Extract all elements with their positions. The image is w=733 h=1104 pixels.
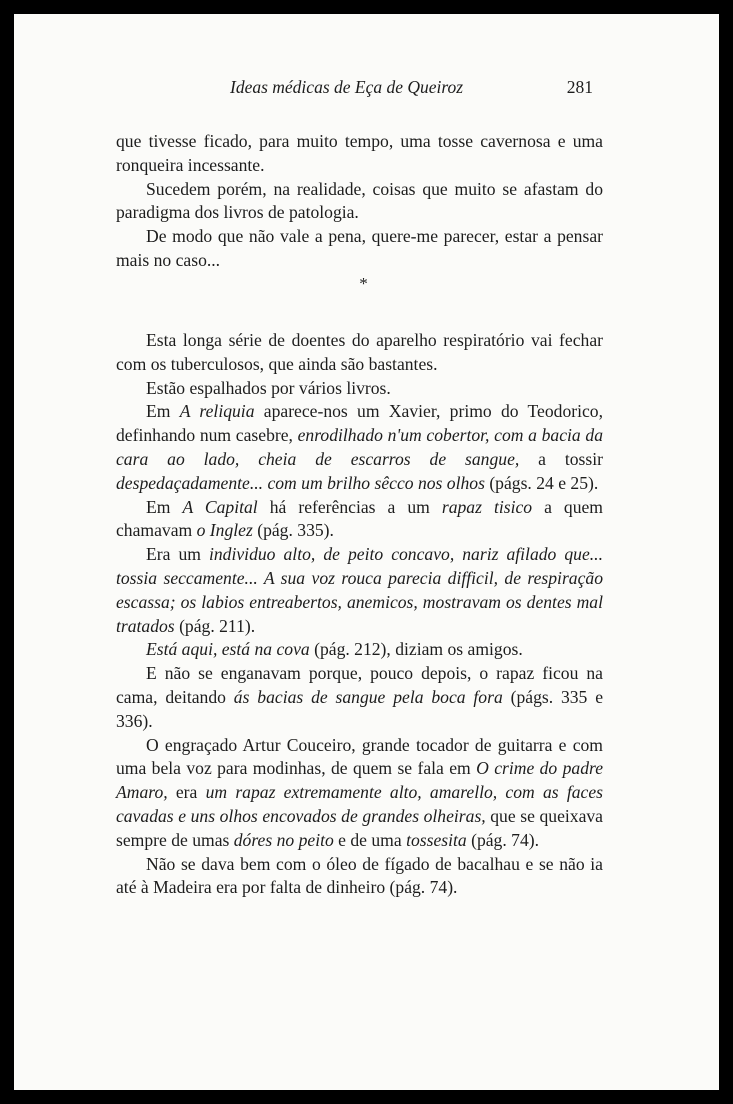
- book-title-crime: O crime do padre Amaro,: [116, 758, 604, 803]
- section-separator: *: [359, 274, 368, 293]
- text: era: [167, 782, 206, 803]
- paragraph-individuo: [116, 543, 603, 638]
- text: a quem chamavam: [116, 496, 603, 541]
- text: há referências a um: [257, 496, 442, 517]
- quotation: individuo alto, de peito concavo, nariz afilado que... tossia seccamente... A sua voz rouca parecia difficil, de respiração escassa; os labios entreabertos, anemicos, mostravam os dentes mal tratados: [116, 544, 603, 636]
- paragraph-continuation: que tivesse ficado, para muito tempo, uma tosse cavernosa e uma ronqueira incessante.: [116, 131, 603, 175]
- running-title: Ideas médicas de Eça de Queiroz: [230, 77, 464, 97]
- paragraph-de-modo: De modo que não vale a pena, quere-me parecer, estar a pensar mais no caso...: [116, 226, 603, 270]
- text: (págs. 24 e 25).: [484, 472, 599, 493]
- top-section: [116, 130, 603, 273]
- paragraph-sucedem: Sucedem porém, na realidade, coisas que muito se afastam do paradigma dos livros de patologia.: [116, 178, 603, 223]
- text: (pág. 211).: [174, 615, 256, 636]
- quotation: enrodilhado n'um cobertor, com a bacia da cara ao lado, cheia de escarros de sangue,: [116, 425, 603, 469]
- quotation: Está aqui, está na cova: [146, 639, 310, 660]
- text: (págs. 335 e 336).: [116, 686, 604, 731]
- paragraph-bacalhau: Não se dava bem com o óleo de fígado de bacalhau e se não ia até à Madeira era por falta de dinheiro (pág. 74).: [116, 853, 603, 898]
- text: (pág. 74).: [466, 829, 539, 850]
- running-head: [116, 76, 603, 100]
- quotation: um rapaz extremamente alto, amarello, com as faces cavadas e uns olhos encovados de grandes olheiras,: [116, 782, 603, 826]
- quotation: rapaz tisico: [441, 496, 533, 517]
- paragraph-reliquia: [116, 400, 603, 495]
- quotation: dóres no peito: [233, 829, 334, 850]
- quotation: tossesita: [406, 829, 467, 850]
- quotation: o Inglez: [196, 520, 253, 541]
- main-section: [116, 329, 603, 900]
- paragraph-capital: [116, 496, 603, 544]
- text: (pág. 335).: [252, 520, 334, 541]
- page-number: 281: [566, 77, 593, 97]
- text: Em: [146, 401, 180, 422]
- text: E não se enganavam porque, pouco depois, o rapaz ficou na cama, deitando: [116, 663, 603, 707]
- book-title-reliquia: A reliquia: [179, 401, 255, 422]
- quotation: ás bacias de sangue pela boca fora: [233, 686, 503, 707]
- paragraph-longa-serie: Esta longa série de doentes do aparelho respiratório vai fechar com os tuberculosos, que ainda são bastantes.: [116, 330, 603, 374]
- text: Em: [146, 496, 183, 517]
- text: O engraçado Artur Couceiro, grande tocador de guitarra e com uma bela voz para modinhas, de quem se fala em: [116, 734, 603, 779]
- book-page: [14, 14, 719, 1090]
- quotation: despedaçadamente... com um brilho sêcco nos olhos: [116, 472, 485, 493]
- text: Era um: [146, 544, 209, 565]
- text: aparece-nos um Xavier, primo do Teodorico, definhando num casebre,: [116, 401, 603, 446]
- book-title-capital: A Capital: [182, 496, 258, 517]
- paragraph-couceiro: [116, 734, 603, 853]
- text: a tossir: [519, 448, 604, 469]
- paragraph-enganavam: [116, 662, 603, 733]
- text: que se queixava sempre de umas: [116, 805, 603, 850]
- text: (pág. 212), diziam os amigos.: [309, 639, 523, 660]
- paragraph-esta-aqui: [116, 638, 603, 662]
- text: e de uma: [333, 829, 407, 850]
- paragraph-espalhados: Estão espalhados por vários livros.: [146, 377, 391, 398]
